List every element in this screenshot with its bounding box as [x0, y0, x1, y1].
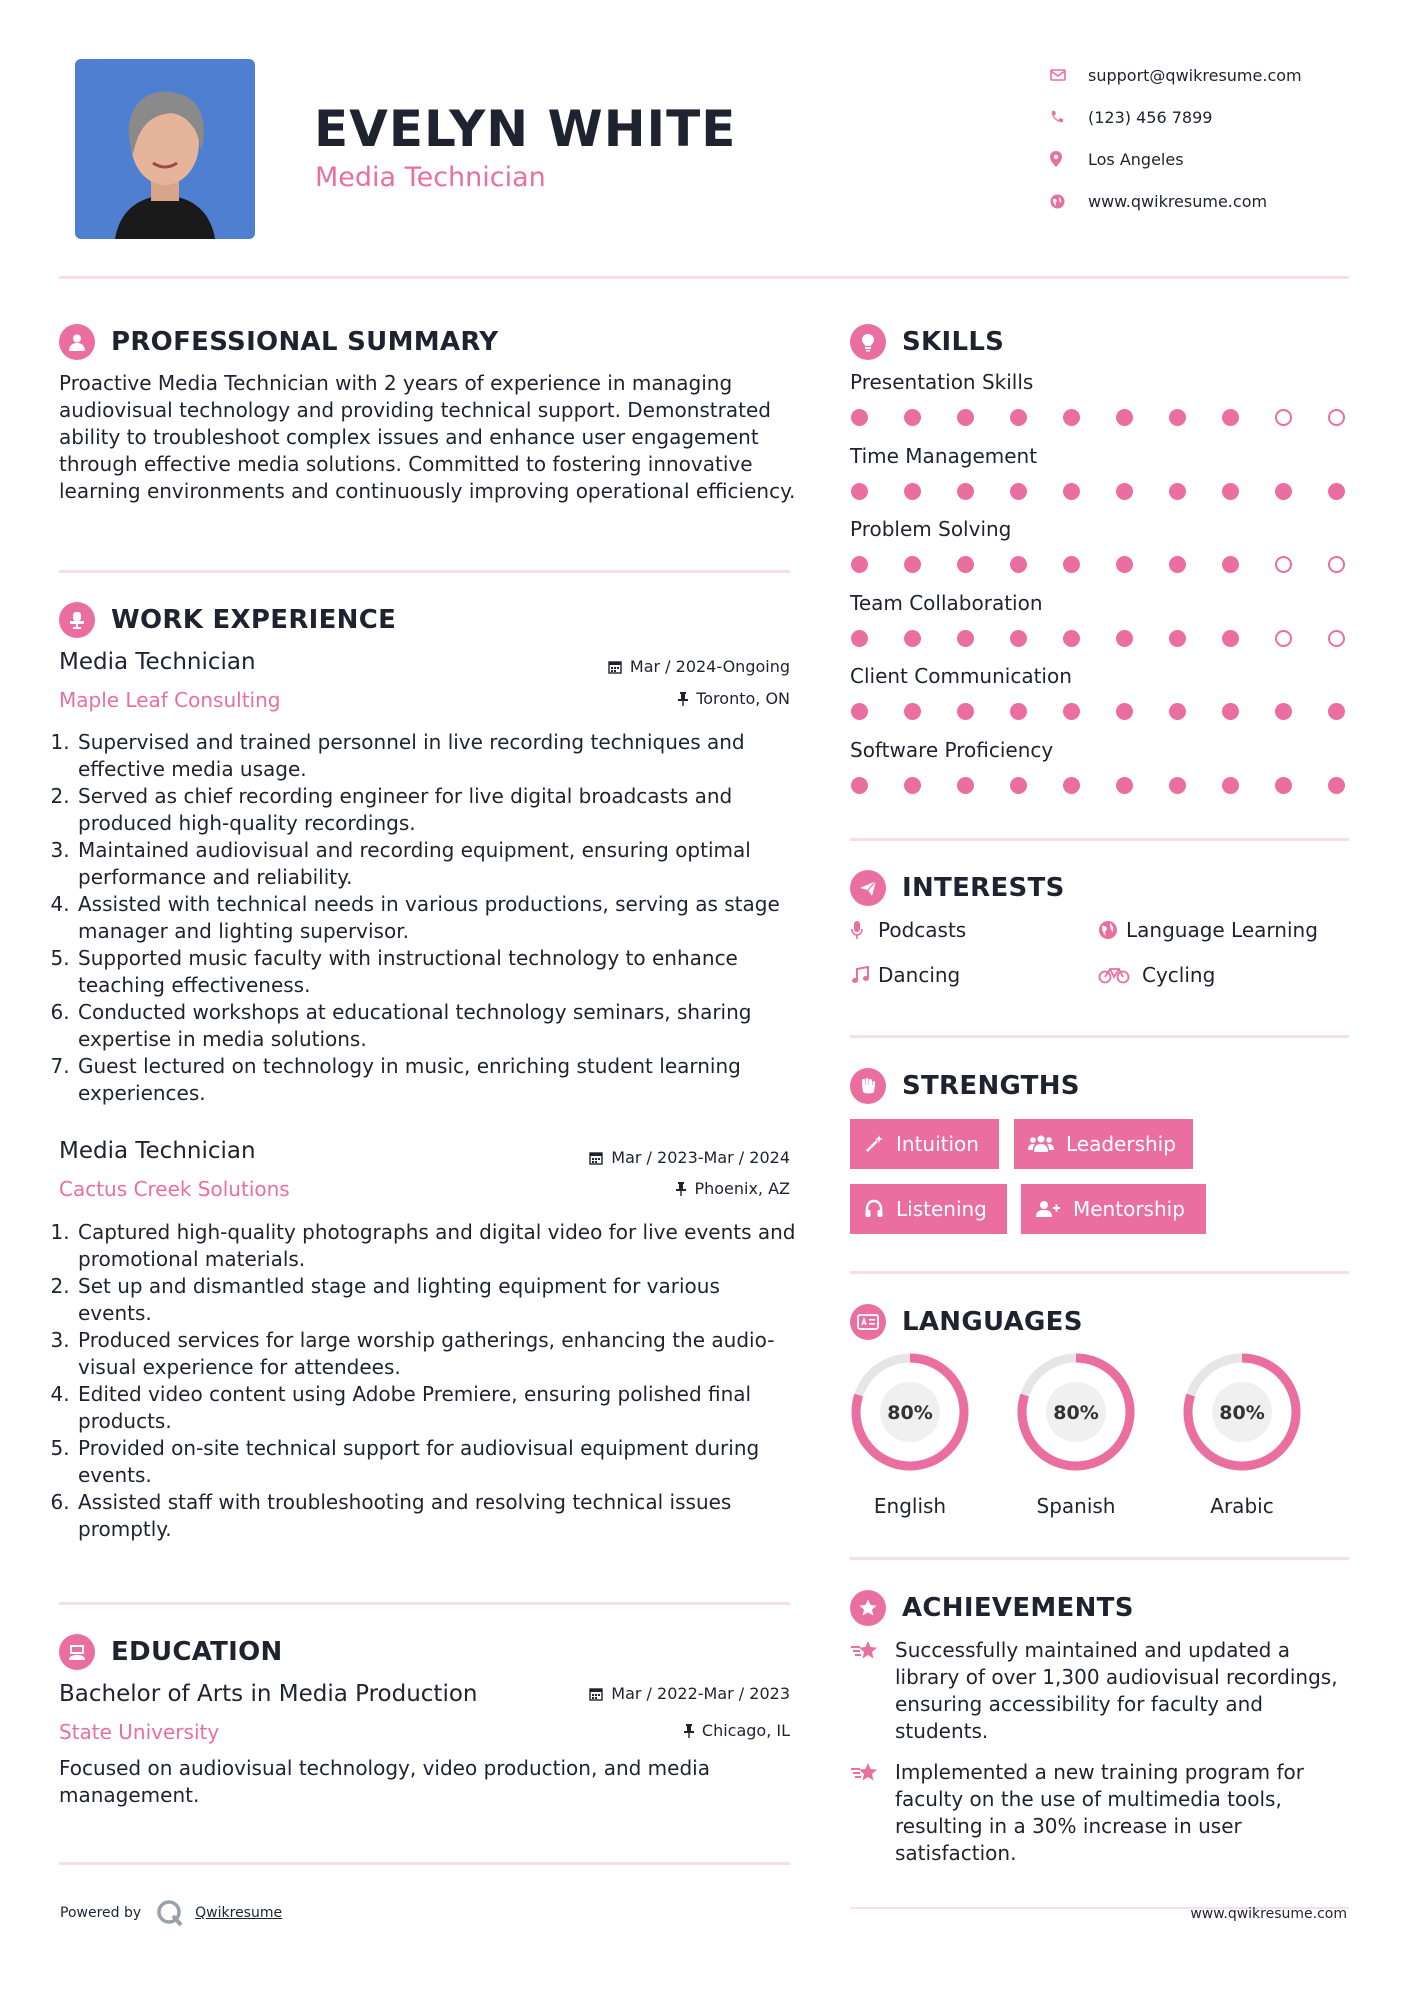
rating-dot-filled — [1116, 409, 1133, 426]
rating-dot-empty — [1328, 409, 1345, 426]
rating-dot-filled — [1169, 409, 1186, 426]
email-icon — [1050, 69, 1088, 81]
rating-dot-filled — [1222, 409, 1239, 426]
rating-dot-filled — [1169, 703, 1186, 720]
star-icon — [850, 1590, 886, 1626]
education-location-text: Chicago, IL — [701, 1721, 790, 1740]
language-icon — [850, 1304, 886, 1340]
strength-label: Listening — [896, 1197, 987, 1221]
strength-label: Intuition — [896, 1132, 979, 1156]
language-level: 80% — [1219, 1402, 1265, 1424]
duty-item: 4. Edited video content using Adobe Premiere, ensuring polished final products. — [76, 1381, 799, 1435]
duty-item: 4. Assisted with technical needs in various productions, serving as stage manager and lighting supervisor. — [76, 891, 799, 945]
contact-list — [1050, 54, 1302, 222]
education-heading — [59, 1634, 283, 1670]
rating-dot-filled — [1275, 483, 1292, 500]
location-icon — [1050, 151, 1088, 167]
education-description: Focused on audiovisual technology, video production, and media management. — [59, 1756, 710, 1807]
bicycle-icon — [1098, 966, 1142, 984]
globe-icon — [1050, 194, 1088, 209]
strengths-title: STRENGTHS — [902, 1071, 1080, 1101]
paper-plane-icon — [850, 870, 886, 906]
skill-name: Client Communication — [850, 664, 1072, 688]
lightbulb-icon — [850, 324, 886, 360]
strength-mentorship — [1021, 1184, 1206, 1234]
job-1-dates-text: Mar / 2024-Ongoing — [629, 657, 790, 676]
pin-icon — [684, 1724, 694, 1738]
rating-dot-filled — [851, 409, 868, 426]
rating-dot-filled — [957, 777, 974, 794]
music-note-icon — [850, 965, 878, 985]
skill-name: Time Management — [850, 443, 1038, 468]
rating-dot-filled — [1116, 703, 1133, 720]
rating-dot-filled — [1169, 483, 1186, 500]
job-2-dates — [589, 1148, 790, 1167]
headphones-icon — [864, 1199, 884, 1219]
rating-dot-filled — [1063, 483, 1080, 500]
rating-dot-filled — [851, 556, 868, 573]
job-1-duties — [59, 729, 799, 1107]
rating-dot-filled — [1010, 409, 1027, 426]
rating-dot-filled — [1010, 630, 1027, 647]
job-2-title: Media Technician — [59, 1138, 256, 1164]
contact-email[interactable] — [1050, 54, 1302, 96]
star-icon — [850, 1637, 895, 1745]
users-icon — [1028, 1134, 1054, 1154]
interests-divider — [850, 1035, 1349, 1038]
rating-dot-filled — [1116, 556, 1133, 573]
user-plus-icon — [1035, 1199, 1061, 1219]
interests-heading — [850, 870, 1065, 906]
skill-rating — [851, 703, 1345, 720]
language-name: English — [873, 1494, 947, 1518]
rating-dot-filled — [1010, 777, 1027, 794]
education-dates-text: Mar / 2022-Mar / 2023 — [611, 1684, 790, 1703]
interest-language-learning — [1098, 918, 1318, 942]
skill-name: Software Proficiency — [850, 737, 1054, 762]
rating-dot-filled — [1328, 483, 1345, 500]
interest-label: Dancing — [878, 963, 961, 987]
rating-dot-filled — [1222, 483, 1239, 500]
duty-item: 6. Conducted workshops at educational technology seminars, sharing expertise in media solutions. — [76, 999, 799, 1053]
header-divider — [59, 276, 1349, 279]
job-2-duties — [59, 1219, 799, 1543]
rating-dot-filled — [1222, 556, 1239, 573]
duty-item: 5. Provided on-site technical support for audiovisual equipment during events. — [76, 1435, 799, 1489]
rating-dot-filled — [1275, 703, 1292, 720]
rating-dot-empty — [1275, 630, 1292, 647]
education-dates — [589, 1684, 790, 1703]
skill-rating — [851, 483, 1345, 500]
strengths-heading — [850, 1068, 1080, 1104]
rating-dot-filled — [851, 483, 868, 500]
rating-dot-filled — [1275, 777, 1292, 794]
footer-website[interactable]: www.qwikresume.com — [1190, 1906, 1347, 1922]
summary-heading — [59, 324, 498, 360]
rating-dot-filled — [904, 409, 921, 426]
strengths-divider — [850, 1271, 1349, 1274]
skill-rating — [851, 777, 1345, 794]
rating-dot-filled — [904, 556, 921, 573]
rating-dot-filled — [1116, 630, 1133, 647]
rating-dot-filled — [1328, 777, 1345, 794]
rating-dot-filled — [1222, 777, 1239, 794]
experience-heading — [59, 602, 396, 638]
language-name: Spanish — [1036, 1494, 1116, 1518]
strength-label: Leadership — [1066, 1132, 1176, 1156]
rating-dot-filled — [957, 483, 974, 500]
job-1-location-text: Toronto, ON — [696, 689, 790, 708]
education-divider — [59, 1862, 790, 1865]
candidate-name: EVELYN WHITE — [314, 100, 737, 158]
languages-title: LANGUAGES — [902, 1307, 1083, 1337]
rating-dot-empty — [1328, 630, 1345, 647]
interest-label: Language Learning — [1126, 918, 1318, 942]
duty-item: 2. Set up and dismantled stage and lighting equipment for various events. — [76, 1273, 799, 1327]
language-ring — [1014, 1350, 1138, 1474]
rating-dot-filled — [1328, 703, 1345, 720]
language-name: Arabic — [1210, 1494, 1274, 1518]
education-degree: Bachelor of Arts in Media Production — [59, 1681, 478, 1707]
strength-intuition — [850, 1119, 999, 1169]
microphone-icon — [850, 920, 878, 940]
powered-by-label: Powered by — [60, 1905, 142, 1921]
contact-location-text: Los Angeles — [1088, 149, 1184, 169]
skills-heading — [850, 324, 1004, 360]
rating-dot-filled — [1169, 777, 1186, 794]
duty-item: 6. Assisted staff with troubleshooting and resolving technical issues promptly. — [76, 1489, 799, 1543]
contact-phone[interactable] — [1050, 96, 1302, 138]
contact-phone-text: (123) 456 7899 — [1088, 107, 1213, 127]
magic-wand-icon — [864, 1134, 884, 1154]
interests-title: INTERESTS — [902, 873, 1065, 903]
rating-dot-filled — [1063, 703, 1080, 720]
graduation-icon — [59, 1634, 95, 1670]
job-2-location — [676, 1179, 790, 1198]
duty-item: 1. Captured high-quality photographs and digital video for live events and promotional materials. — [76, 1219, 799, 1273]
languages-divider — [850, 1557, 1349, 1560]
language-item — [1014, 1350, 1138, 1518]
contact-website[interactable] — [1050, 180, 1302, 222]
rating-dot-filled — [851, 703, 868, 720]
achievement-text: Implemented a new training program for faculty on the use of multimedia tools, resulting in a 30% increase in user satisfaction. — [895, 1760, 1304, 1865]
duty-item: 7. Guest lectured on technology in music, enriching student learning experiences. — [76, 1053, 799, 1107]
star-icon — [850, 1759, 895, 1867]
skills-divider — [850, 838, 1349, 841]
contact-email-text: support@qwikresume.com — [1088, 65, 1302, 85]
rating-dot-filled — [1222, 703, 1239, 720]
rating-dot-empty — [1275, 556, 1292, 573]
rating-dot-filled — [851, 777, 868, 794]
skill-name: Team Collaboration — [850, 590, 1043, 615]
interest-cycling — [1098, 963, 1215, 987]
skill-rating — [851, 409, 1345, 426]
language-item — [1180, 1350, 1304, 1518]
rating-dot-filled — [904, 483, 921, 500]
strength-label: Mentorship — [1073, 1197, 1185, 1221]
experience-title: WORK EXPERIENCE — [111, 605, 397, 635]
language-ring — [1180, 1350, 1304, 1474]
achievements-heading — [850, 1590, 1134, 1626]
interest-podcasts — [850, 918, 966, 942]
experience-divider — [59, 1602, 790, 1605]
strength-listening — [850, 1184, 1007, 1234]
achievement-text: Successfully maintained and updated a library of over 1,300 audiovisual recordings, ensuring accessibility for faculty and students. — [895, 1638, 1338, 1743]
summary-divider — [59, 570, 790, 573]
summary-title: PROFESSIONAL SUMMARY — [111, 327, 499, 357]
rating-dot-filled — [1169, 630, 1186, 647]
rating-dot-empty — [1328, 556, 1345, 573]
job-1-company: Maple Leaf Consulting — [59, 688, 281, 712]
profile-photo — [75, 59, 255, 239]
skill-rating — [851, 630, 1345, 647]
language-level: 80% — [1053, 1402, 1099, 1424]
interest-label: Podcasts — [878, 918, 967, 942]
fist-icon — [850, 1068, 886, 1104]
rating-dot-filled — [1010, 483, 1027, 500]
rating-dot-filled — [957, 630, 974, 647]
pin-icon — [676, 1182, 686, 1196]
skill-name: Problem Solving — [850, 517, 1012, 541]
strength-leadership — [1014, 1119, 1193, 1169]
duty-item: 1. Supervised and trained personnel in live recording techniques and effective media usage. — [76, 729, 799, 783]
rating-dot-filled — [1010, 556, 1027, 573]
rating-dot-filled — [1222, 630, 1239, 647]
rating-dot-filled — [1116, 483, 1133, 500]
duty-item: 3. Produced services for large worship gatherings, enhancing the audio-visual experience for attendees. — [76, 1327, 799, 1381]
rating-dot-filled — [1063, 556, 1080, 573]
rating-dot-filled — [1010, 703, 1027, 720]
job-2-location-text: Phoenix, AZ — [694, 1179, 790, 1198]
calendar-icon — [589, 1687, 603, 1701]
rating-dot-filled — [1063, 630, 1080, 647]
language-item — [848, 1350, 972, 1518]
qwikresume-link[interactable]: Qwikresume — [195, 1905, 283, 1921]
duty-item: 5. Supported music faculty with instructional technology to enhance teaching effectiveness. — [76, 945, 799, 999]
skill-rating — [851, 556, 1345, 573]
rating-dot-filled — [1116, 777, 1133, 794]
globe-icon — [1098, 920, 1126, 940]
rating-dot-filled — [1063, 777, 1080, 794]
language-ring — [848, 1350, 972, 1474]
job-2-company: Cactus Creek Solutions — [59, 1177, 290, 1201]
rating-dot-filled — [904, 630, 921, 647]
contact-website-text: www.qwikresume.com — [1088, 191, 1268, 211]
achievement-item — [850, 1637, 1349, 1745]
job-1-location — [678, 689, 790, 708]
duty-item: 2. Served as chief recording engineer for live digital broadcasts and produced high-quality recordings. — [76, 783, 799, 837]
candidate-role: Media Technician — [315, 162, 546, 193]
job-2-dates-text: Mar / 2023-Mar / 2024 — [611, 1148, 790, 1167]
briefcase-icon — [59, 602, 95, 638]
rating-dot-filled — [957, 703, 974, 720]
phone-icon — [1050, 110, 1088, 124]
interest-label: Cycling — [1142, 963, 1216, 987]
education-title: EDUCATION — [111, 1637, 283, 1667]
education-location — [684, 1721, 790, 1740]
rating-dot-filled — [851, 630, 868, 647]
rating-dot-empty — [1275, 409, 1292, 426]
skill-name: Presentation Skills — [850, 370, 1034, 394]
calendar-icon — [589, 1151, 603, 1165]
education-school: State University — [59, 1720, 220, 1744]
pin-icon — [678, 692, 688, 706]
job-1-title: Media Technician — [59, 649, 256, 675]
rating-dot-filled — [957, 409, 974, 426]
user-icon — [59, 324, 95, 360]
rating-dot-filled — [904, 777, 921, 794]
interest-dancing — [850, 963, 960, 987]
qwikresume-logo-icon — [155, 1898, 185, 1928]
calendar-icon — [608, 660, 622, 674]
languages-heading — [850, 1304, 1083, 1340]
duty-item: 3. Maintained audiovisual and recording equipment, ensuring optimal performance and reliability. — [76, 837, 799, 891]
rating-dot-filled — [904, 703, 921, 720]
job-1-dates — [608, 657, 790, 676]
rating-dot-filled — [1063, 409, 1080, 426]
summary-text: Proactive Media Technician with 2 years of experience in managing audiovisual technology and providing technical support. Demonstrated ability to troubleshoot complex issues and enhance user engagement through effective media solutions. Committed to fostering innovative learning environments and continuously improving operational efficiency. — [59, 371, 796, 503]
footer-powered-by — [60, 1898, 282, 1928]
achievement-item — [850, 1759, 1349, 1867]
achievements-title: ACHIEVEMENTS — [902, 1593, 1134, 1623]
rating-dot-filled — [1169, 556, 1186, 573]
rating-dot-filled — [957, 556, 974, 573]
language-level: 80% — [887, 1402, 933, 1424]
skills-title: SKILLS — [902, 327, 1005, 357]
contact-location — [1050, 138, 1302, 180]
